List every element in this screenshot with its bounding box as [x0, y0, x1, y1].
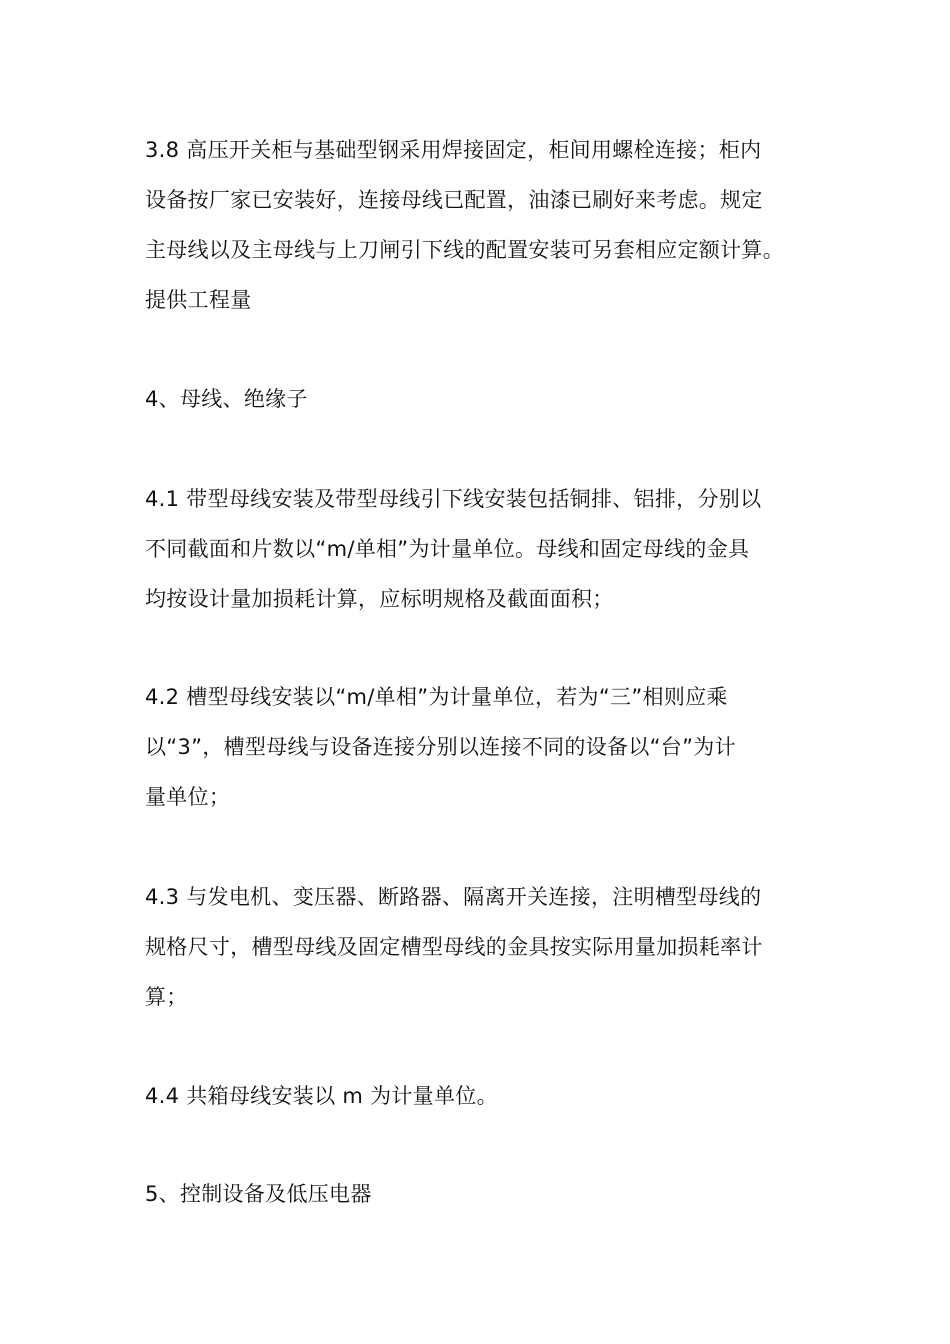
text-line: 均按设计量加损耗计算，应标明规格及截面面积； [145, 587, 614, 611]
text-line: 4.1 带型母线安装及带型母线引下线安装包括铜排、铝排，分别以 [145, 487, 762, 511]
text-line: 规格尺寸，槽型母线及固定槽型母线的金具按实际用量加损耗率计 [145, 935, 763, 959]
text-line: 算； [145, 985, 188, 1009]
text-line: 3.8 高压开关柜与基础型钢采用焊接固定，柜间用螺栓连接；柜内 [145, 138, 762, 162]
text-line: 主母线以及主母线与上刀闸引下线的配置安装可另套相应定额计算。 [145, 238, 784, 262]
text-line: 以“3”，槽型母线与设备连接分别以连接不同的设备以“台”为计 [145, 735, 736, 759]
section-heading: 4、母线、绝缘子 [145, 387, 308, 411]
paragraph-4-4 [145, 1071, 815, 1121]
text-line: 不同截面和片数以“m/单相”为计量单位。母线和固定母线的金具 [145, 537, 750, 561]
text-line: 量单位； [145, 785, 231, 809]
heading-section-5 [145, 1169, 815, 1219]
text-line: 4.4 共箱母线安装以 m 为计量单位。 [145, 1084, 498, 1108]
paragraph-3-8 [145, 125, 815, 325]
paragraph-4-1 [145, 474, 815, 624]
heading-section-4 [145, 374, 815, 424]
text-line: 设备按厂家已安装好，连接母线已配置，油漆已刷好来考虑。规定 [145, 188, 763, 212]
paragraph-4-2 [145, 672, 815, 822]
text-line: 4.3 与发电机、变压器、断路器、隔离开关连接，注明槽型母线的 [145, 885, 762, 909]
text-line: 提供工程量 [145, 288, 252, 312]
text-line: 4.2 槽型母线安装以“m/单相”为计量单位，若为“三”相则应乘 [145, 685, 728, 709]
paragraph-4-3 [145, 872, 815, 1022]
section-heading: 5、控制设备及低压电器 [145, 1182, 372, 1206]
